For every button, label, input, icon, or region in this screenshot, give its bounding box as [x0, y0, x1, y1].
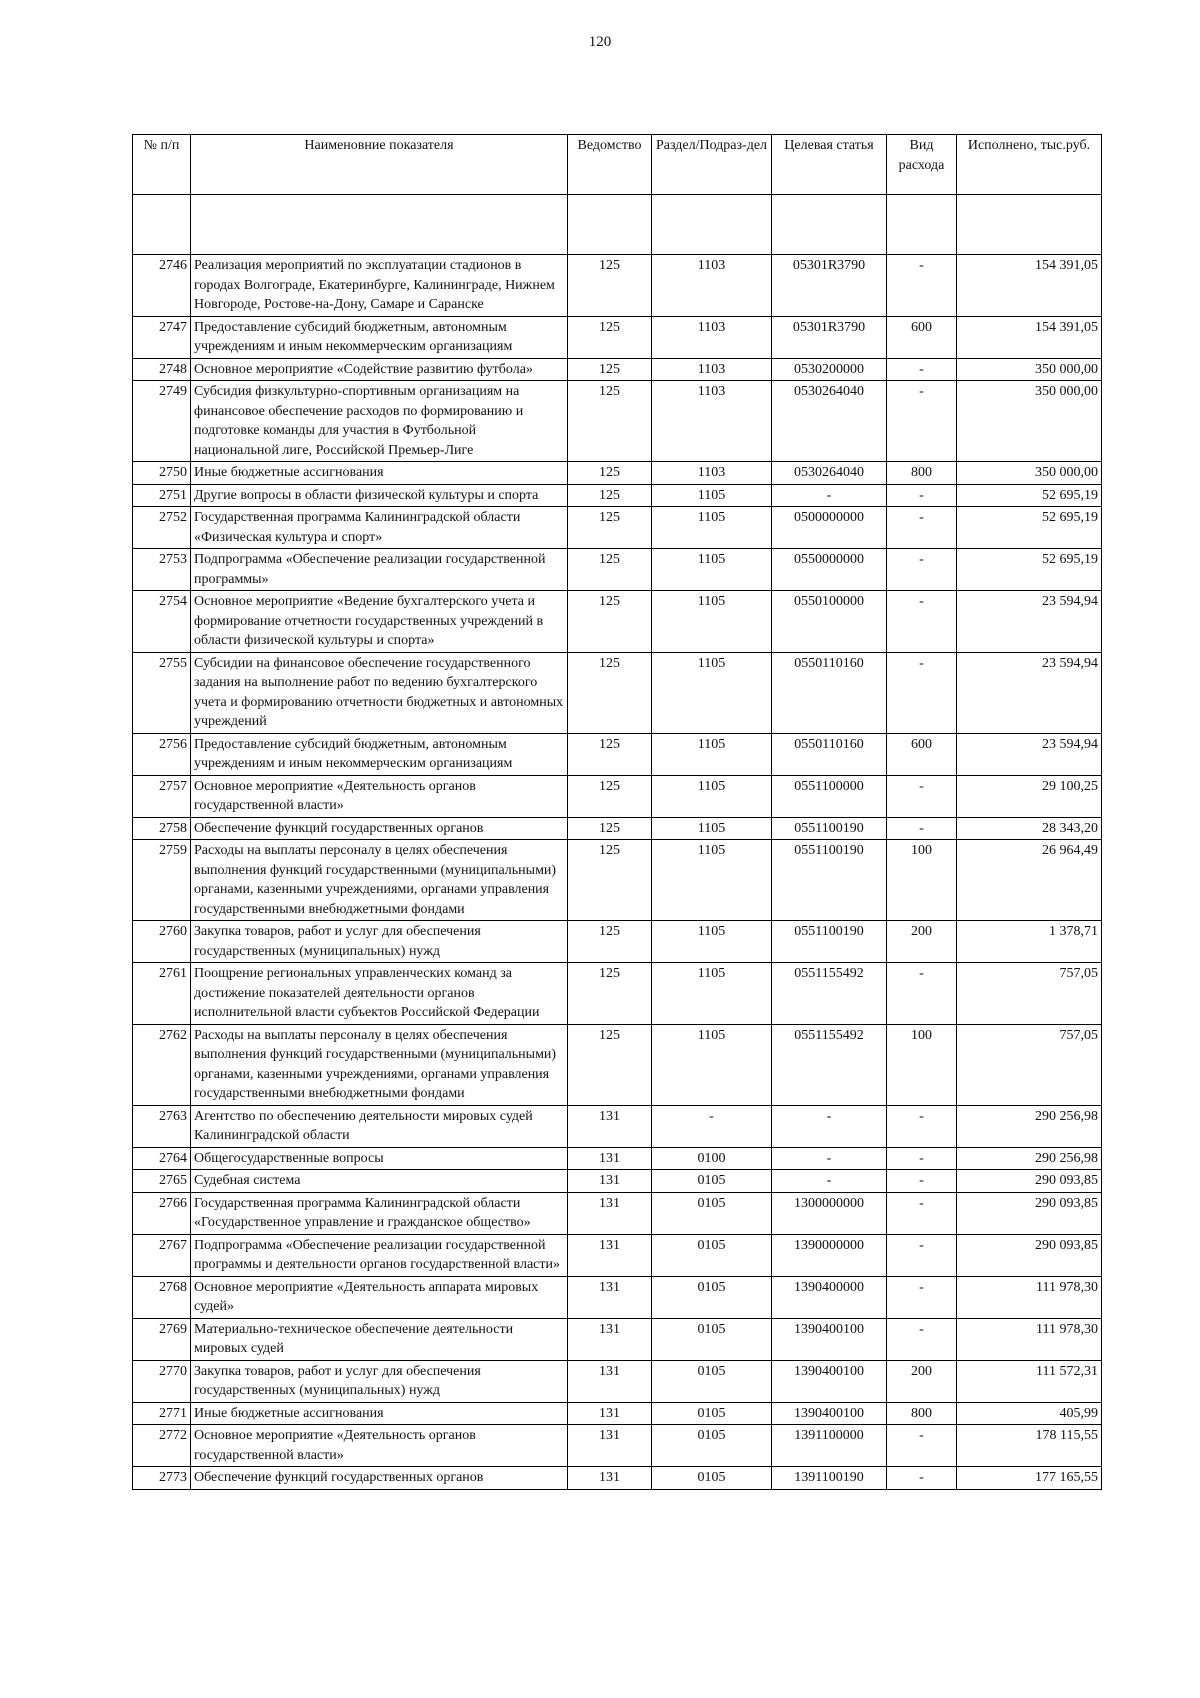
row-kind: -	[887, 817, 957, 840]
table-row	[133, 1425, 1102, 1467]
row-dept: 125	[568, 549, 652, 591]
row-name: Подпрограмма «Обеспечение реализации государственной программы и деятельности органов государственной власти»	[191, 1234, 568, 1276]
row-amount: 290 256,98	[957, 1105, 1102, 1147]
row-target: 0550110160	[772, 652, 887, 733]
row-amount: 177 165,55	[957, 1467, 1102, 1490]
row-dept: 131	[568, 1192, 652, 1234]
row-amount: 290 093,85	[957, 1170, 1102, 1193]
row-name: Закупка товаров, работ и услуг для обеспечения государственных (муниципальных) нужд	[191, 1360, 568, 1402]
row-dept: 131	[568, 1147, 652, 1170]
row-amount: 350 000,00	[957, 381, 1102, 462]
row-kind: -	[887, 1170, 957, 1193]
row-name: Основное мероприятие «Деятельность органов государственной власти»	[191, 1425, 568, 1467]
row-name: Агентство по обеспечению деятельности мировых судей Калининградской области	[191, 1105, 568, 1147]
table-row	[133, 1318, 1102, 1360]
row-kind: -	[887, 255, 957, 317]
table-row	[133, 652, 1102, 733]
row-amount: 178 115,55	[957, 1425, 1102, 1467]
table-row	[133, 255, 1102, 317]
row-target: 0530200000	[772, 358, 887, 381]
row-target: -	[772, 1105, 887, 1147]
row-number: 2769	[133, 1318, 191, 1360]
row-target: -	[772, 1147, 887, 1170]
row-name: Государственная программа Калининградской области «Государственное управление и гражданское общество»	[191, 1192, 568, 1234]
row-dept: 125	[568, 462, 652, 485]
row-amount: 23 594,94	[957, 652, 1102, 733]
row-target: 0551100190	[772, 921, 887, 963]
row-target: 1391100000	[772, 1425, 887, 1467]
row-name: Субсидии на финансовое обеспечение государственного задания на выполнение работ по ведению бухгалтерского учета и формированию отчетности бюджетных и автономных учреждений	[191, 652, 568, 733]
row-kind: -	[887, 549, 957, 591]
row-name: Государственная программа Калининградской области «Физическая культура и спорт»	[191, 507, 568, 549]
row-section: 1103	[652, 381, 772, 462]
row-amount: 52 695,19	[957, 549, 1102, 591]
row-number: 2768	[133, 1276, 191, 1318]
row-dept: 131	[568, 1467, 652, 1490]
row-amount: 757,05	[957, 1024, 1102, 1105]
row-dept: 125	[568, 316, 652, 358]
row-number: 2748	[133, 358, 191, 381]
row-name: Обеспечение функций государственных органов	[191, 1467, 568, 1490]
row-kind: -	[887, 1425, 957, 1467]
row-section: 0105	[652, 1318, 772, 1360]
row-target: 0551100190	[772, 840, 887, 921]
row-kind: -	[887, 507, 957, 549]
row-target: 0550000000	[772, 549, 887, 591]
row-kind: 200	[887, 1360, 957, 1402]
row-dept: 125	[568, 733, 652, 775]
table-row	[133, 1276, 1102, 1318]
row-number: 2762	[133, 1024, 191, 1105]
row-dept: 125	[568, 255, 652, 317]
row-dept: 125	[568, 1024, 652, 1105]
row-name: Поощрение региональных управленческих команд за достижение показателей деятельности органов исполнительной власти субъектов Российской Федерации	[191, 963, 568, 1025]
row-target: 1390400100	[772, 1402, 887, 1425]
row-amount: 29 100,25	[957, 775, 1102, 817]
row-name: Общегосударственные вопросы	[191, 1147, 568, 1170]
row-section: 1103	[652, 316, 772, 358]
row-name: Реализация мероприятий по эксплуатации стадионов в городах Волгограде, Екатеринбурге, Калининграде, Нижнем Новгороде, Ростове-на-Дону, Самаре и Саранске	[191, 255, 568, 317]
row-number: 2757	[133, 775, 191, 817]
row-number: 2755	[133, 652, 191, 733]
row-amount: 154 391,05	[957, 316, 1102, 358]
row-kind: -	[887, 1234, 957, 1276]
row-section: 0105	[652, 1234, 772, 1276]
row-target: 0530264040	[772, 381, 887, 462]
row-amount: 111 572,31	[957, 1360, 1102, 1402]
row-number: 2751	[133, 484, 191, 507]
row-number: 2763	[133, 1105, 191, 1147]
row-number: 2767	[133, 1234, 191, 1276]
row-amount: 757,05	[957, 963, 1102, 1025]
row-name: Другие вопросы в области физической культуры и спорта	[191, 484, 568, 507]
header-dept: Ведомство	[568, 135, 652, 195]
row-target: 0550110160	[772, 733, 887, 775]
row-amount: 405,99	[957, 1402, 1102, 1425]
row-number: 2765	[133, 1170, 191, 1193]
row-amount: 111 978,30	[957, 1318, 1102, 1360]
header-spacer-row	[133, 195, 1102, 255]
row-kind: -	[887, 1192, 957, 1234]
row-kind: -	[887, 1318, 957, 1360]
row-dept: 131	[568, 1360, 652, 1402]
row-amount: 350 000,00	[957, 358, 1102, 381]
row-target: 0551155492	[772, 1024, 887, 1105]
row-target: -	[772, 1170, 887, 1193]
row-target: 0530264040	[772, 462, 887, 485]
row-number: 2758	[133, 817, 191, 840]
row-target: 05301R3790	[772, 255, 887, 317]
row-kind: -	[887, 1276, 957, 1318]
row-section: 0100	[652, 1147, 772, 1170]
header-name: Наименовние показателя	[191, 135, 568, 195]
row-kind: 600	[887, 316, 957, 358]
row-section: 1105	[652, 484, 772, 507]
row-target: 0550100000	[772, 591, 887, 653]
row-dept: 131	[568, 1425, 652, 1467]
row-amount: 23 594,94	[957, 591, 1102, 653]
row-kind: 100	[887, 1024, 957, 1105]
row-kind: -	[887, 963, 957, 1025]
header-kind: Вид расхода	[887, 135, 957, 195]
table-row	[133, 1234, 1102, 1276]
table-row	[133, 1360, 1102, 1402]
row-amount: 26 964,49	[957, 840, 1102, 921]
row-kind: -	[887, 652, 957, 733]
row-amount: 350 000,00	[957, 462, 1102, 485]
row-number: 2753	[133, 549, 191, 591]
table-row	[133, 1192, 1102, 1234]
row-name: Расходы на выплаты персоналу в целях обеспечения выполнения функций государственными (муниципальными) органами, казенными учреждениями, органами управления государственными внебюджетными фондами	[191, 840, 568, 921]
table-row	[133, 358, 1102, 381]
table-row	[133, 921, 1102, 963]
header-amount: Исполнено, тыс.руб.	[957, 135, 1102, 195]
row-target: 1391100190	[772, 1467, 887, 1490]
row-section: -	[652, 1105, 772, 1147]
row-name: Иные бюджетные ассигнования	[191, 462, 568, 485]
row-dept: 131	[568, 1402, 652, 1425]
row-amount: 52 695,19	[957, 507, 1102, 549]
row-name: Расходы на выплаты персоналу в целях обеспечения выполнения функций государственными (муниципальными) органами, казенными учреждениями, органами управления государственными внебюджетными фондами	[191, 1024, 568, 1105]
row-section: 1103	[652, 358, 772, 381]
row-number: 2764	[133, 1147, 191, 1170]
table-row	[133, 1147, 1102, 1170]
row-dept: 131	[568, 1318, 652, 1360]
row-name: Судебная система	[191, 1170, 568, 1193]
row-number: 2770	[133, 1360, 191, 1402]
header-section: Раздел/Подраз-дел	[652, 135, 772, 195]
row-amount: 290 093,85	[957, 1234, 1102, 1276]
row-kind: -	[887, 484, 957, 507]
row-amount: 52 695,19	[957, 484, 1102, 507]
table-row	[133, 591, 1102, 653]
row-number: 2749	[133, 381, 191, 462]
header-num: № п/п	[133, 135, 191, 195]
row-section: 0105	[652, 1192, 772, 1234]
row-section: 1103	[652, 462, 772, 485]
row-dept: 131	[568, 1276, 652, 1318]
row-name: Материально-техническое обеспечение деятельности мировых судей	[191, 1318, 568, 1360]
table-row	[133, 381, 1102, 462]
row-amount: 1 378,71	[957, 921, 1102, 963]
row-dept: 125	[568, 921, 652, 963]
row-dept: 131	[568, 1234, 652, 1276]
row-dept: 125	[568, 507, 652, 549]
row-section: 1105	[652, 733, 772, 775]
row-number: 2773	[133, 1467, 191, 1490]
page-number: 120	[588, 34, 612, 50]
row-name: Основное мероприятие «Содействие развитию футбола»	[191, 358, 568, 381]
row-dept: 125	[568, 381, 652, 462]
row-target: 0551100190	[772, 817, 887, 840]
row-section: 1105	[652, 1024, 772, 1105]
row-number: 2760	[133, 921, 191, 963]
table-row	[133, 733, 1102, 775]
header-target: Целевая статья	[772, 135, 887, 195]
row-section: 1105	[652, 549, 772, 591]
row-kind: -	[887, 591, 957, 653]
table-row	[133, 963, 1102, 1025]
row-number: 2761	[133, 963, 191, 1025]
row-dept: 125	[568, 358, 652, 381]
row-target: 05301R3790	[772, 316, 887, 358]
table-row	[133, 1024, 1102, 1105]
row-amount: 111 978,30	[957, 1276, 1102, 1318]
row-section: 1103	[652, 255, 772, 317]
row-number: 2756	[133, 733, 191, 775]
row-section: 1105	[652, 817, 772, 840]
row-target: 1300000000	[772, 1192, 887, 1234]
row-kind: -	[887, 1105, 957, 1147]
row-section: 0105	[652, 1360, 772, 1402]
row-number: 2752	[133, 507, 191, 549]
row-kind: 800	[887, 462, 957, 485]
row-kind: 800	[887, 1402, 957, 1425]
row-amount: 290 256,98	[957, 1147, 1102, 1170]
row-section: 0105	[652, 1276, 772, 1318]
row-dept: 125	[568, 652, 652, 733]
row-dept: 125	[568, 775, 652, 817]
table-row	[133, 840, 1102, 921]
row-number: 2754	[133, 591, 191, 653]
row-section: 0105	[652, 1425, 772, 1467]
row-kind: 100	[887, 840, 957, 921]
row-kind: -	[887, 1147, 957, 1170]
row-dept: 131	[568, 1105, 652, 1147]
table-row	[133, 549, 1102, 591]
row-kind: -	[887, 1467, 957, 1490]
row-name: Основное мероприятие «Ведение бухгалтерского учета и формирование отчетности государственных учреждений в области физической культуры и спорта»	[191, 591, 568, 653]
row-amount: 28 343,20	[957, 817, 1102, 840]
row-name: Основное мероприятие «Деятельность аппарата мировых судей»	[191, 1276, 568, 1318]
table-row	[133, 817, 1102, 840]
row-target: 1390400100	[772, 1360, 887, 1402]
row-target: 1390400000	[772, 1276, 887, 1318]
table-row	[133, 316, 1102, 358]
row-name: Подпрограмма «Обеспечение реализации государственной программы»	[191, 549, 568, 591]
row-dept: 125	[568, 963, 652, 1025]
row-kind: 600	[887, 733, 957, 775]
row-name: Основное мероприятие «Деятельность органов государственной власти»	[191, 775, 568, 817]
table-row	[133, 484, 1102, 507]
row-name: Обеспечение функций государственных органов	[191, 817, 568, 840]
row-dept: 125	[568, 591, 652, 653]
table-row	[133, 1170, 1102, 1193]
row-kind: -	[887, 381, 957, 462]
row-amount: 290 093,85	[957, 1192, 1102, 1234]
row-number: 2759	[133, 840, 191, 921]
table-row	[133, 1105, 1102, 1147]
row-target: 0551155492	[772, 963, 887, 1025]
row-target: 0500000000	[772, 507, 887, 549]
row-section: 1105	[652, 652, 772, 733]
row-section: 0105	[652, 1170, 772, 1193]
row-dept: 125	[568, 817, 652, 840]
table-row	[133, 507, 1102, 549]
table-row	[133, 462, 1102, 485]
row-number: 2772	[133, 1425, 191, 1467]
row-section: 1105	[652, 591, 772, 653]
row-name: Закупка товаров, работ и услуг для обеспечения государственных (муниципальных) нужд	[191, 921, 568, 963]
row-kind: -	[887, 775, 957, 817]
row-kind: -	[887, 358, 957, 381]
row-name: Субсидия физкультурно-спортивным организациям на финансовое обеспечение расходов по формированию и подготовке команды для участия в Футбольной национальной лиге, Российской Премьер-Лиге	[191, 381, 568, 462]
row-name: Предоставление субсидий бюджетным, автономным учреждениям и иным некоммерческим организациям	[191, 733, 568, 775]
table-header	[133, 135, 1102, 255]
row-target: 0551100000	[772, 775, 887, 817]
row-target: -	[772, 484, 887, 507]
row-section: 0105	[652, 1402, 772, 1425]
row-section: 0105	[652, 1467, 772, 1490]
row-target: 1390000000	[772, 1234, 887, 1276]
table-body	[133, 255, 1102, 1490]
row-dept: 125	[568, 840, 652, 921]
row-number: 2766	[133, 1192, 191, 1234]
row-name: Предоставление субсидий бюджетным, автономным учреждениям и иным некоммерческим организациям	[191, 316, 568, 358]
row-target: 1390400100	[772, 1318, 887, 1360]
table-row	[133, 775, 1102, 817]
row-kind: 200	[887, 921, 957, 963]
row-section: 1105	[652, 507, 772, 549]
row-section: 1105	[652, 963, 772, 1025]
row-dept: 125	[568, 484, 652, 507]
row-section: 1105	[652, 840, 772, 921]
budget-table	[132, 134, 1102, 1490]
row-name: Иные бюджетные ассигнования	[191, 1402, 568, 1425]
row-number: 2750	[133, 462, 191, 485]
table-row	[133, 1402, 1102, 1425]
row-number: 2746	[133, 255, 191, 317]
row-dept: 131	[568, 1170, 652, 1193]
row-number: 2771	[133, 1402, 191, 1425]
row-amount: 23 594,94	[957, 733, 1102, 775]
row-section: 1105	[652, 921, 772, 963]
row-amount: 154 391,05	[957, 255, 1102, 317]
row-number: 2747	[133, 316, 191, 358]
row-section: 1105	[652, 775, 772, 817]
table-row	[133, 1467, 1102, 1490]
